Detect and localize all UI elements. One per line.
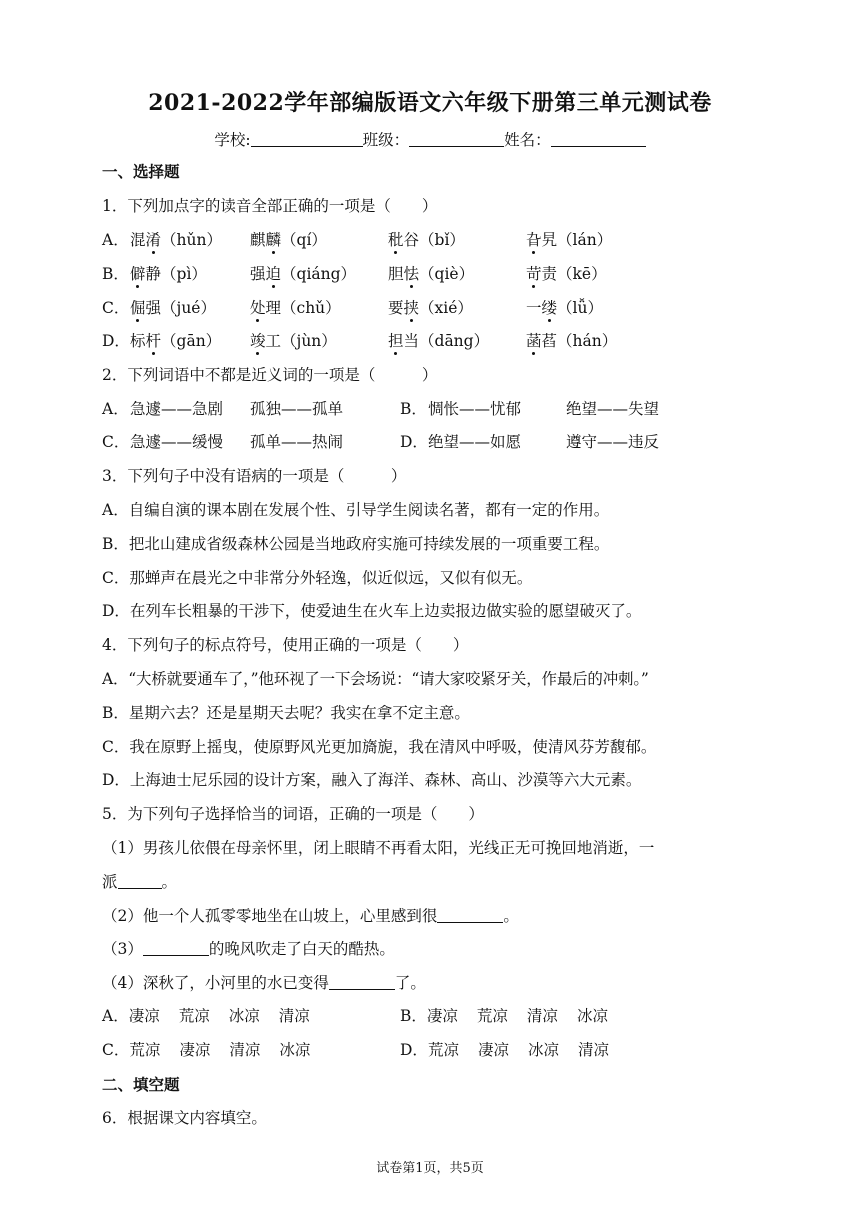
sentence-1: （1）男孩儿依偎在母亲怀里，闭上眼睛不再看太阳，光线正无可挽回地消逝，一 [102,839,655,857]
sentence-3: （3） 的晚风吹走了白天的酷热。 [102,940,395,958]
dotted-char: 迫 [265,265,282,283]
option-label: B． [102,265,129,283]
question-stem: 1．下列加点字的读音全部正确的一项是（ ） [102,197,438,215]
school-label: 学校: [214,131,251,149]
student-info [0,128,860,150]
pinyin-item: 旮旯（lán） [526,231,613,249]
section-heading: 二、填空题 [102,1075,180,1094]
page-footer: 试卷第1页，共5页 [376,1161,484,1176]
question-stem: 6．根据课文内容填空。 [102,1109,267,1127]
pinyin-item: 菡萏（hán） [526,332,618,350]
option-word: 凄凉 [477,1041,509,1059]
option-word: 凄凉 [426,1007,458,1025]
pinyin-item: 标杆（gān） [130,332,222,350]
section-heading: 一、选择题 [102,162,180,181]
option-word: 荒凉 [476,1007,508,1025]
dotted-char: 僻 [130,265,146,283]
dotted-char: 旮 [526,231,542,249]
option-choice [400,1005,627,1027]
sentence-4: （4）深秋了，小河里的水已变得 了。 [102,974,426,992]
pinyin-item: 秕谷（bǐ） [388,231,465,249]
school-field[interactable] [251,131,363,147]
option-word: 清凉 [229,1041,261,1059]
option-word: 冰凉 [279,1041,311,1059]
dotted-char: 缕 [541,299,558,317]
pinyin-item: 僻静（pì） [130,265,207,283]
pinyin-item: 混淆（hǔn） [130,231,222,249]
option-word: 清凉 [577,1041,609,1059]
option-label: C． [102,1041,130,1059]
option-line: C．我在原野上摇曳，使原野风光更加旖旎，我在清风中呼吸，使清风芬芳馥郁。 [102,738,657,756]
class-field[interactable] [409,131,504,147]
fill-blank[interactable] [329,973,395,990]
class-label: 班级： [362,131,410,149]
option-label: B． [400,1007,427,1025]
fill-blank[interactable] [437,906,503,923]
pinyin-item: 强迫（qiáng） [250,265,357,283]
option-line: B．把北山建成省级森林公园是当地政府实施可持续发展的一项重要工程。 [102,535,610,553]
option-word: 荒凉 [178,1007,210,1025]
dotted-char: 挟 [403,299,420,317]
dotted-char: 苛 [526,265,542,283]
option-line: A．自编自演的课本剧在发展个性、引导学生阅读名著，都有一定的作用。 [102,501,610,519]
pinyin-item: 倔强（jué） [130,299,216,317]
dotted-char: 淆 [145,231,162,249]
question-stem: 2．下列词语中不都是近义词的一项是（ ） [102,366,438,384]
option-word: 清凉 [278,1007,310,1025]
dotted-char: 处 [250,299,266,317]
pinyin-item: 胆怯（qiè） [388,265,475,283]
option-word: 荒凉 [129,1041,161,1059]
option-line: A．“大桥就要通车了，”他环视了一下会场说：“请大家咬紧牙关，作最后的冲刺。” [102,670,649,688]
option-word: 凄凉 [179,1041,211,1059]
option-label: D． [400,1041,428,1059]
option-label: A． [102,231,129,249]
fill-blank[interactable] [143,939,209,956]
option-word: 冰凉 [228,1007,260,1025]
option-choice [400,1039,628,1061]
dotted-char: 菡 [526,332,542,350]
option-word: 冰凉 [576,1007,608,1025]
fill-blank[interactable] [118,872,162,889]
sentence-1-end: 派 。 [102,873,178,891]
option-line: B．星期六去？还是星期天去呢？我实在拿不定主意。 [102,704,470,722]
dotted-char: 怯 [403,265,420,283]
option-word: 清凉 [526,1007,558,1025]
option-line: D．在列车长粗暴的干涉下，使爱迪生在火车上边卖报边做实验的愿望破灭了。 [102,602,642,620]
question-stem: 5．为下列句子选择恰当的词语，正确的一项是（ ） [102,805,484,823]
dotted-char: 秕 [388,231,404,249]
option-label: A． [102,1007,129,1025]
pinyin-item: 苛责（kē） [526,265,607,283]
option-word: 冰凉 [527,1041,559,1059]
option-line: D．上海迪士尼乐园的设计方案，融入了海洋、森林、高山、沙漠等六大元素。 [102,771,642,789]
pinyin-item: 麒麟（qí） [250,231,327,249]
pinyin-item: 竣工（jùn） [250,332,337,350]
name-label: 姓名： [504,131,551,149]
question-stem: 4．下列句子的标点符号，使用正确的一项是（ ） [102,636,469,654]
dotted-char: 麟 [265,231,282,249]
option-label: D． [102,332,130,350]
option-word: 凄凉 [128,1007,160,1025]
option-choice [102,1039,329,1061]
exam-title: 2021-2022学年部编版语文六年级下册第三单元测试卷 [148,90,712,116]
pinyin-item: 担当（dāng） [388,332,490,350]
question-stem: 3．下列句子中没有语病的一项是（ ） [102,467,407,485]
option-label: C． [102,299,130,317]
option-word: 荒凉 [427,1041,459,1059]
dotted-char: 倔 [130,299,146,317]
option-choice [102,1005,329,1027]
option-line: C．那蝉声在晨光之中非常分外轻逸，似近似远，又似有似无。 [102,569,533,587]
dotted-char: 杆 [145,332,162,350]
dotted-char: 担 [388,332,404,350]
pinyin-item: 处理（chǔ） [250,299,341,317]
pinyin-item: 要挟（xié） [388,299,473,317]
dotted-char: 竣 [250,332,266,350]
sentence-2: （2）他一个人孤零零地坐在山坡上，心里感到很 。 [102,907,519,925]
name-field[interactable] [551,131,646,147]
pinyin-item: 一缕（lǚ） [526,299,603,317]
